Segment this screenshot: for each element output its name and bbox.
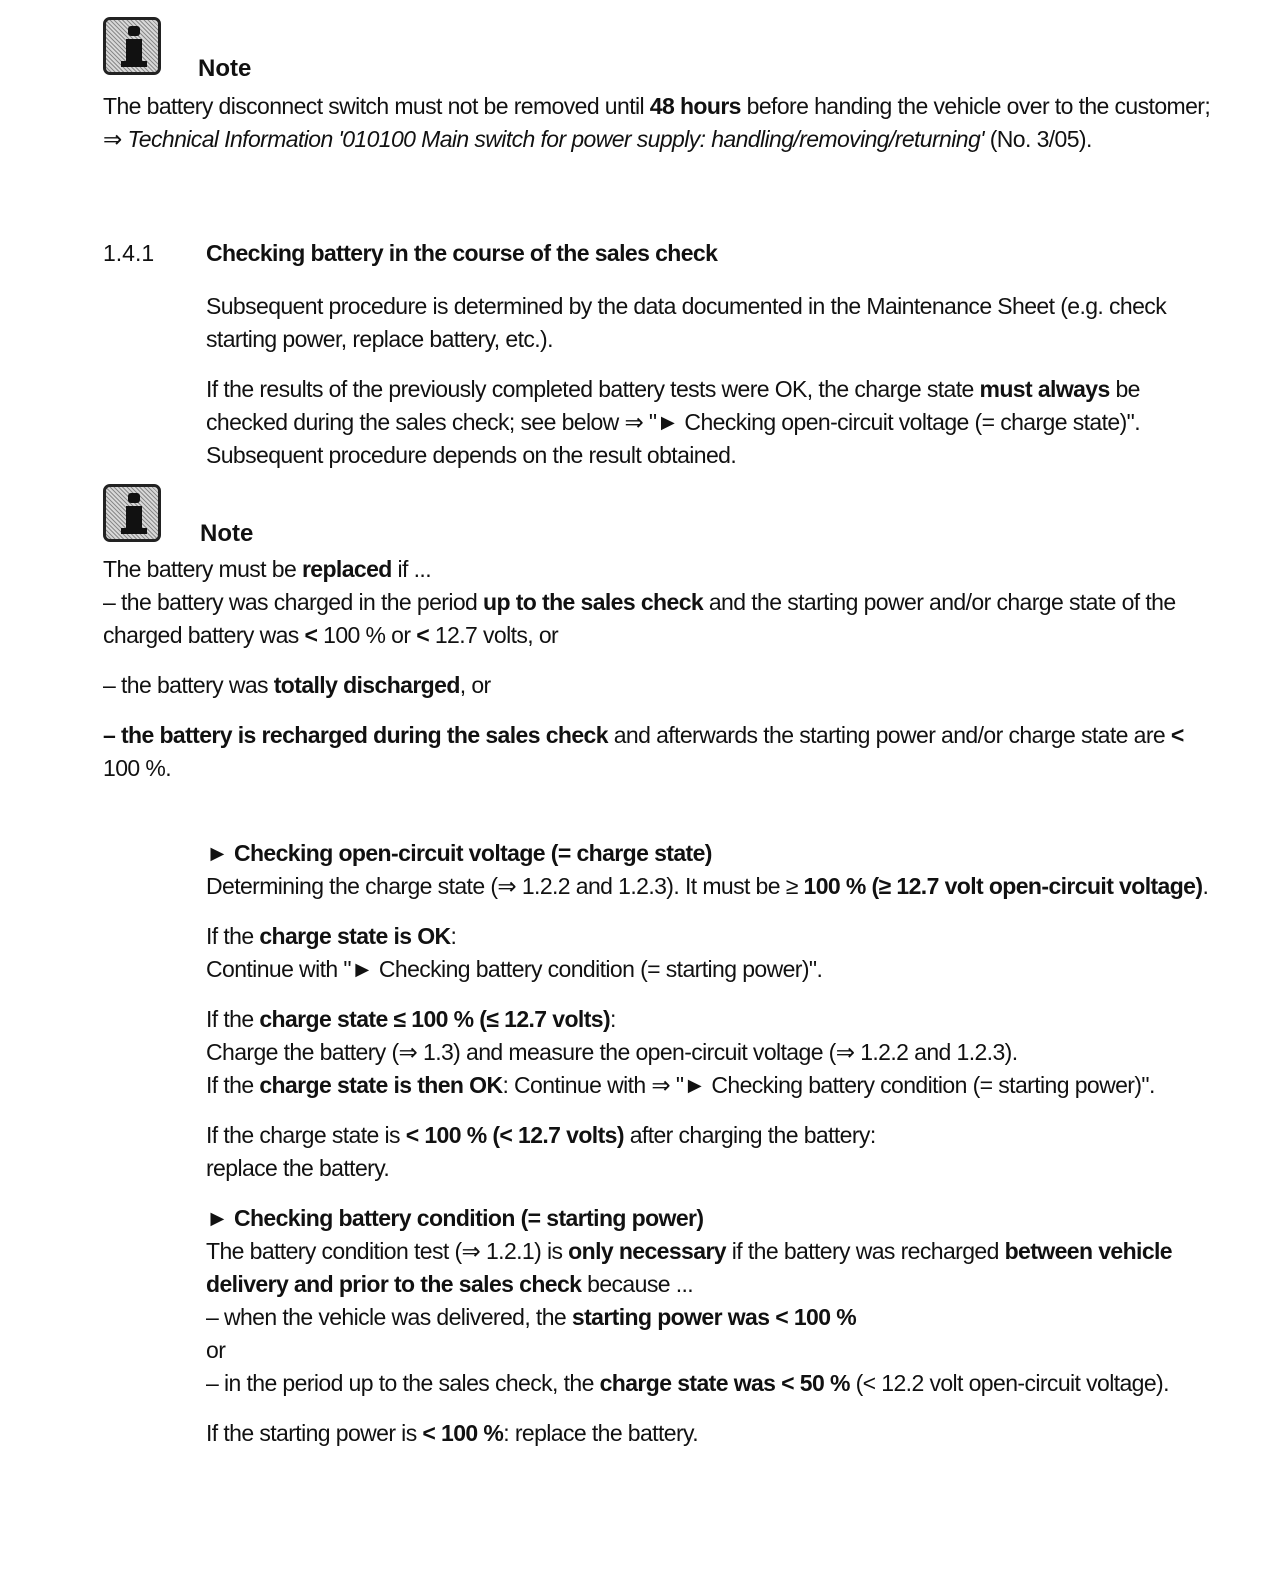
cond-dash-1: – when the vehicle was delivered, the starting power was < 100 % xyxy=(206,1304,857,1330)
cond-desc: The battery condition test (⇒ 1.2.1) is only necessary if the battery was recharged between vehicle delivery and prior to the sales check because ... xyxy=(206,1238,1173,1297)
ocv-low-line-1: Charge the battery (⇒ 1.3) and measure the open-circuit voltage (⇒ 1.2.2 and 1.2.3). xyxy=(206,1039,1018,1065)
section-body xyxy=(206,290,1216,472)
info-icon xyxy=(103,17,161,75)
ocv-low-line-2: If the charge state is then OK: Continue with ⇒ "► Checking battery condition (= starting power)". xyxy=(206,1072,1155,1098)
technical-info-link[interactable]: Technical Information '010100 Main switch for power supply: handling/removing/returning' xyxy=(127,126,984,152)
note1-text: The battery disconnect switch must not be removed until 48 hours before handing the vehicle over to the customer; ⇒ Technical Information '010100 Main switch for power supply: handling/removing/returning' (No. 3/05). xyxy=(103,93,1211,152)
cond-dash-2: – in the period up to the sales check, the charge state was < 50 % (< 12.2 volt open-circuit voltage). xyxy=(206,1370,1169,1396)
ocv-ok: If the charge state is OK: xyxy=(206,923,457,949)
ocv-section xyxy=(206,837,1216,1450)
ocv-after-line: replace the battery. xyxy=(206,1155,390,1181)
ocv-desc: Determining the charge state (⇒ 1.2.2 and 1.2.3). It must be ≥ 100 % (≥ 12.7 volt open-circuit voltage). xyxy=(206,873,1209,899)
cond-final: If the starting power is < 100 %: replace the battery. xyxy=(206,1420,699,1446)
section-para-1: Subsequent procedure is determined by the data documented in the Maintenance Sheet (e.g. check starting power, replace battery, etc.). xyxy=(206,293,1167,352)
section-para-2: If the results of the previously completed battery tests were OK, the charge state must always be checked during the sales check; see below ⇒ "► Checking open-circuit voltage (= charge state)". Subsequent procedure depends on the result obtained. xyxy=(206,376,1141,468)
note2-line-1: The battery must be replaced if ... xyxy=(103,556,432,582)
section-number: 1.4.1 xyxy=(103,240,155,266)
note2-text xyxy=(103,553,1213,785)
note-heading: Note xyxy=(198,55,252,82)
note-heading: Note xyxy=(200,520,254,547)
cond-title: ► Checking battery condition (= starting power) xyxy=(206,1205,704,1231)
note2-line-4: – the battery is recharged during the sales check and afterwards the starting power and/or charge state are < 100 %. xyxy=(103,722,1184,781)
note2-line-3: – the battery was totally discharged, or xyxy=(103,672,491,698)
info-icon xyxy=(103,484,161,542)
note2-line-2: – the battery was charged in the period up to the sales check and the starting power and/or charge state of the charged battery was < 100 % or < 12.7 volts, or xyxy=(103,589,1176,648)
ocv-ok-line: Continue with "► Checking battery condition (= starting power)". xyxy=(206,956,823,982)
ocv-low: If the charge state ≤ 100 % (≤ 12.7 volts): xyxy=(206,1006,616,1032)
cond-or: or xyxy=(206,1337,226,1363)
ocv-after: If the charge state is < 100 % (< 12.7 volts) after charging the battery: xyxy=(206,1122,876,1148)
section-title: Checking battery in the course of the sales check xyxy=(206,240,718,266)
ocv-title: ► Checking open-circuit voltage (= charge state) xyxy=(206,840,712,866)
